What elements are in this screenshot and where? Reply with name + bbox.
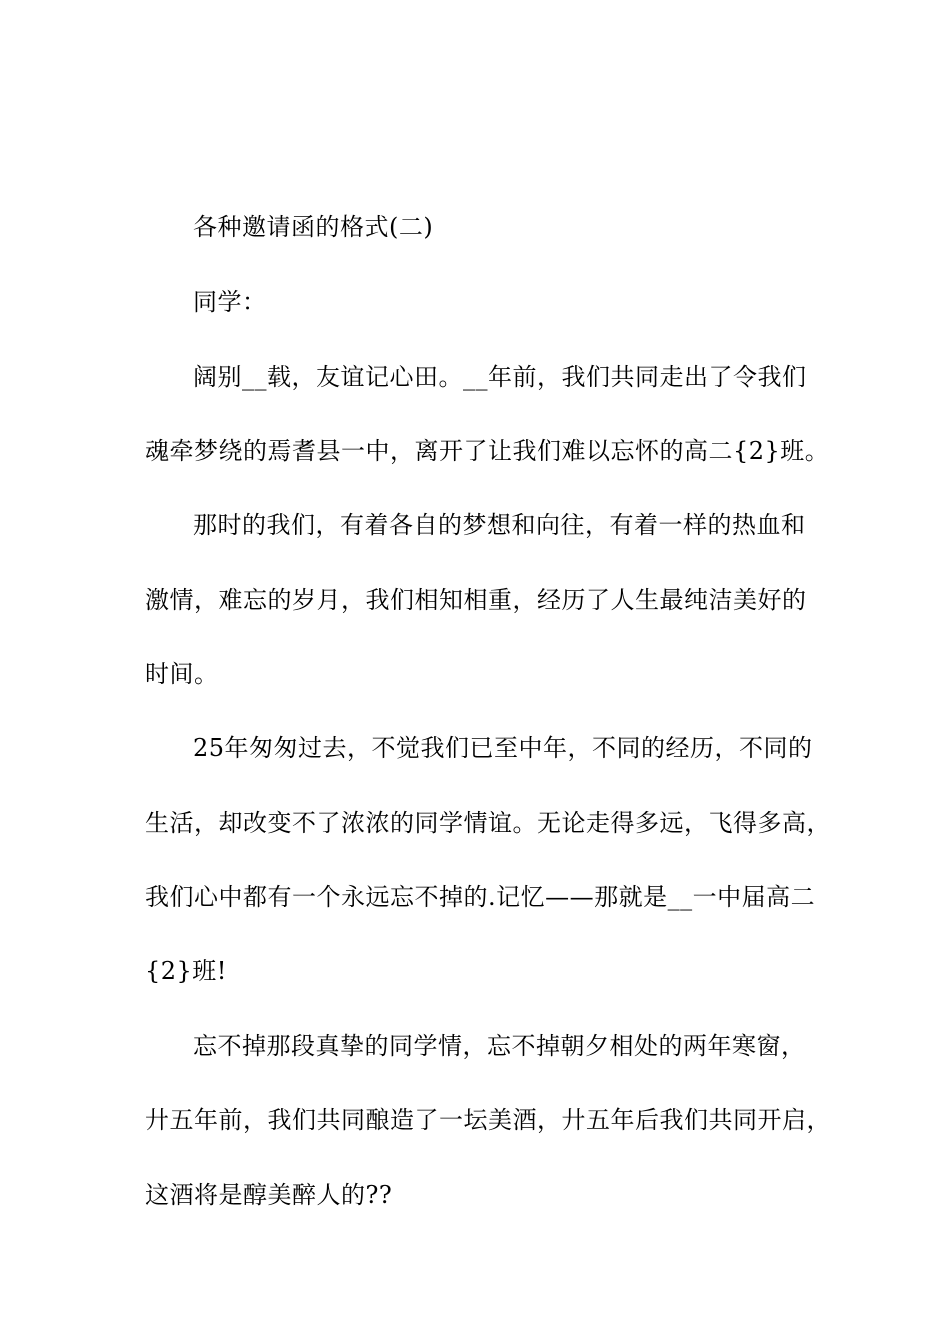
paragraph-2-line-3: 时间。 (145, 660, 219, 688)
paragraph-4-line-3: 这酒将是醇美醉人的?? (145, 1181, 393, 1209)
paragraph-1-line-1: 阔别__载，友谊记心田。__年前，我们共同走出了令我们 (193, 363, 807, 391)
paragraph-4-line-1: 忘不掉那段真挚的同学情，忘不掉朝夕相处的两年寒窗， (193, 1032, 806, 1060)
paragraph-2-line-1: 那时的我们，有着各自的梦想和向往，有着一样的热血和 (193, 511, 806, 539)
paragraph-3-line-1: 25年匆匆过去，不觉我们已至中年，不同的经历，不同的 (193, 734, 813, 762)
document-title: 各种邀请函的格式(二) (193, 213, 434, 241)
paragraph-1-line-2: 魂牵梦绕的焉耆县一中，离开了让我们难以忘怀的高二{2}班。 (145, 437, 830, 465)
paragraph-3-line-2: 生活，却改变不了浓浓的同学情谊。无论走得多远，飞得多高， (145, 809, 831, 837)
paragraph-3-line-4: {2}班! (145, 957, 227, 985)
salutation: 同学： (193, 288, 267, 316)
paragraph-3-line-3: 我们心中都有一个永远忘不掉的.记忆——那就是__一中届高二 (145, 883, 816, 911)
paragraph-2-line-2: 激情，难忘的岁月，我们相知相重，经历了人生最纯洁美好的 (145, 586, 807, 614)
paragraph-4-line-2: 廾五年前，我们共同酿造了一坛美酒，廾五年后我们共同开启， (145, 1106, 831, 1134)
